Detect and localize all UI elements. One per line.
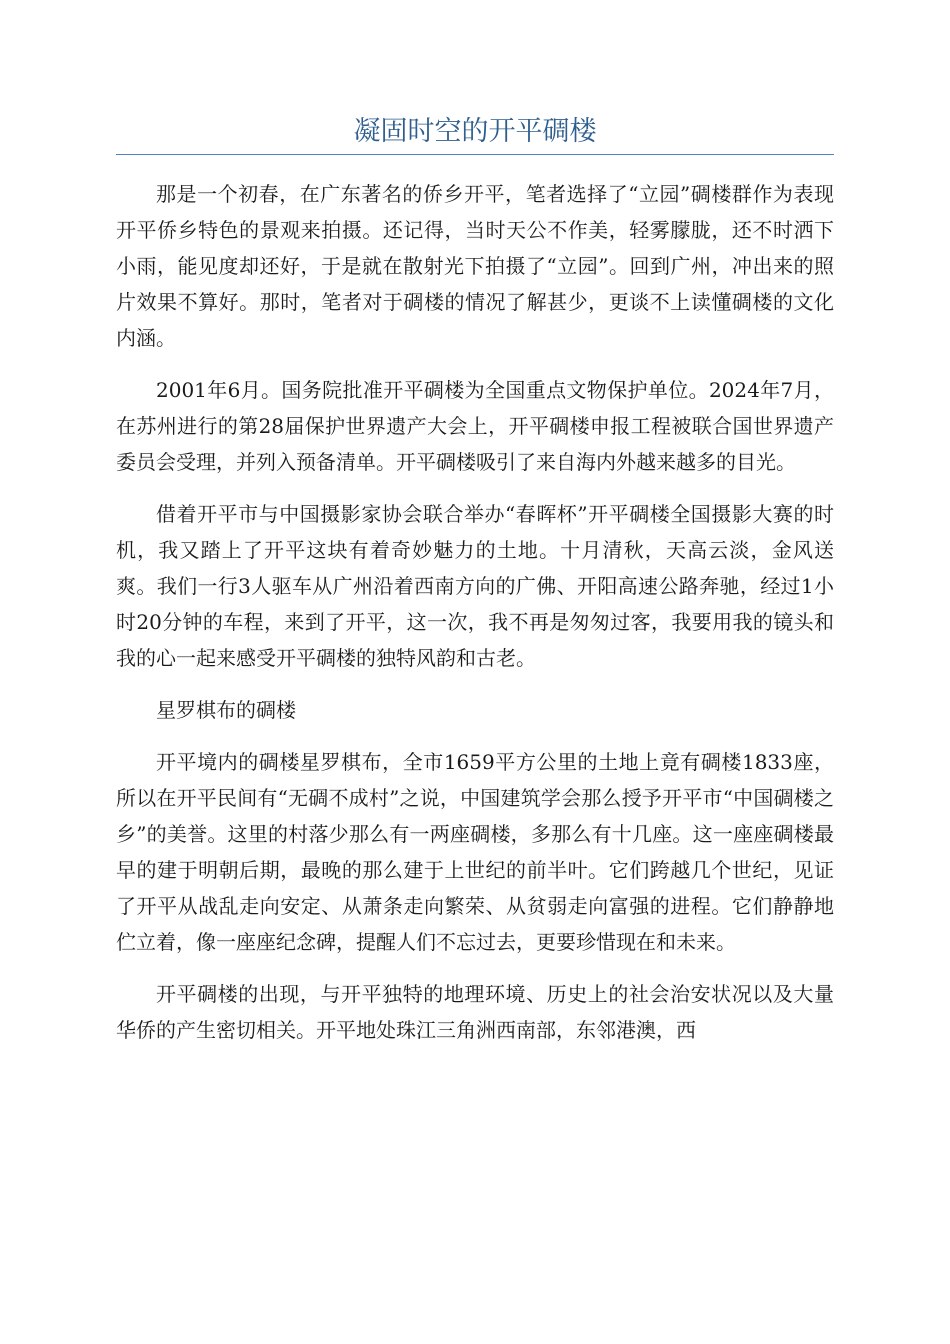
article-body — [116, 176, 834, 1064]
page-title: 凝固时空的开平碉楼 — [353, 116, 597, 147]
paragraph-origin: 开平碉楼的出现，与开平独特的地理环境、历史上的社会治安状况以及大量华侨的产生密切相关。开平地处珠江三角洲西南部，东邻港澳，西 — [116, 982, 834, 1042]
title-underline — [116, 154, 834, 155]
paragraph-trip: 借着开平市与中国摄影家协会联合举办“春晖杯”开平碉楼全国摄影大赛的时机，我又踏上了开平这块有着奇妙魅力的土地。十月清秋，天高云淡，金风送爽。我们一行3人驱车从广州沿着西南方向的广佛、开阳高速公路奔驰，经过1小时20分钟的车程，来到了开平，这一次，我不再是匆匆过客，我要用我的镜头和我的心一起来感受开平碉楼的独特风韵和古老。 — [116, 502, 834, 670]
paragraph-distribution: 开平境内的碉楼星罗棋布，全市1659平方公里的土地上竟有碉楼1833座，所以在开平民间有“无碉不成村”之说，中国建筑学会那么授予开平市“中国碉楼之乡”的美誉。这里的村落少那么有一两座碉楼，多那么有十几座。这一座座碉楼最早的建于明朝后期，最晚的那么建于上世纪的前半叶。它们跨越几个世纪，见证了开平从战乱走向安定、从萧条走向繁荣、从贫弱走向富强的进程。它们静静地伫立着，像一座座纪念碑，提醒人们不忘过去，更要珍惜现在和未来。 — [116, 750, 834, 954]
section-heading: 星罗棋布的碉楼 — [156, 698, 296, 722]
paragraph-2001: 2001年6月。国务院批准开平碉楼为全国重点文物保护单位。2024年7月，在苏州进行的第28届保护世界遗产大会上，开平碉楼申报工程被联合国世界遗产委员会受理，并列入预备清单。开平碉楼吸引了来自海内外越来越多的目光。 — [116, 378, 834, 474]
paragraph-intro: 那是一个初春，在广东著名的侨乡开平，笔者选择了“立园”碉楼群作为表现开平侨乡特色的景观来拍摄。还记得，当时天公不作美，轻雾朦胧，还不时洒下小雨，能见度却还好，于是就在散射光下拍摄了“立园”。回到广州，冲出来的照片效果不算好。那时，笔者对于碉楼的情况了解甚少，更谈不上读懂碉楼的文化内涵。 — [116, 182, 834, 350]
